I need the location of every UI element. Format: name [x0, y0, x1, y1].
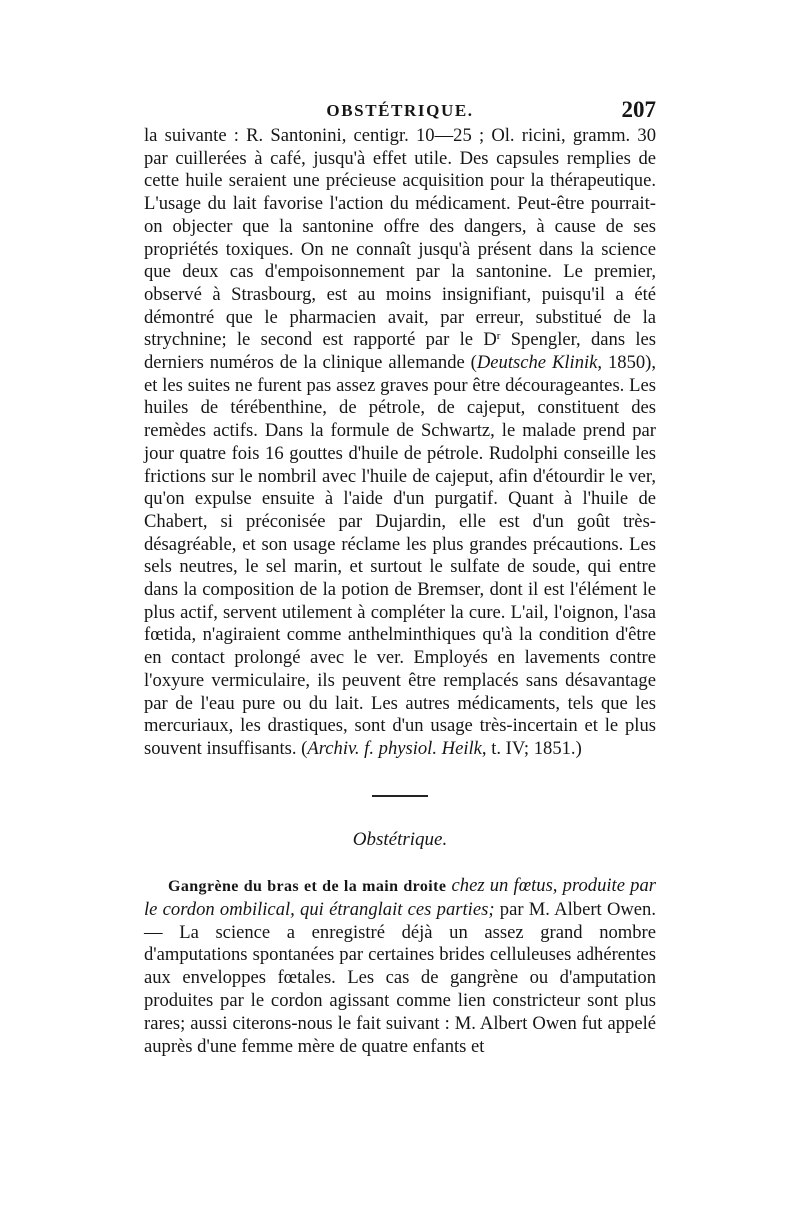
body-text: [144, 125, 656, 761]
text-run: , 1850), et les suites ne furent pas assez graves pour être décourageantes. Les huiles de térébenthine, de pétrole, de cajeput, constituent des remèdes actifs. Dans la formule de Schwartz, le malade prend par jour quatre fois 16 gouttes d'huile de pétrole. Rudolphi conseille les frictions sur le nombril avec l'huile de cajeput, afin d'étourdir le ver, qu'on expulse ensuite à l'aide d'un purgatif. Quant à l'huile de Chabert, si préconisée par Dujardin, elle est d'un goût très-désagréable, et son usage réclame les plus grandes précautions. Les sels neutres, le sel marin, et surtout le sulfate de soude, qui entre dans la composition de la potion de Bremser, dont il est l'élément le plus actif, servent utilement à compléter la cure. L'ail, l'oignon, l'asa fœtida, n'agiraient comme anthelminthiques qu'à la condition d'être en contact prolongé avec le ver. Employés en lavements contre l'oxyure vermiculaire, ils peuvent être remplacés sans désavantage par de l'eau pure ou du lait. Les autres médicaments, tels que les mercuriaux, les drastiques, sont d'un usage très-incertain et le plus souvent insuffisants. (: [144, 352, 656, 759]
section-divider: [372, 795, 428, 797]
text-run: , t. IV; 1851.): [481, 737, 582, 759]
text-run: par M. Albert Owen. — La science a enregistré déjà un assez grand nombre d'amputations spontanées par certaines brides celluleuses adhérentes aux enveloppes fœtales. Les cas de gangrène ou d'amputation produites par le cordon agissant comme lien constricteur sont plus rares; aussi citerons-nous le fait suivant : M. Albert Owen fut appelé auprès d'une femme mère de quatre enfants et: [144, 898, 656, 1057]
section-heading: Obstétrique.: [352, 829, 448, 850]
article: [144, 875, 656, 1058]
article-title-rest: chez un fœtus, produite par le cordon ombilical, qui étranglait ces parties;: [144, 875, 656, 920]
text-run: la suivante : R. Santonini, centigr. 10—25 ; Ol. ricini, gramm. 30 par cuillerées à café, jusqu'à effet utile. Des capsules remplies de cette huile seraient une précieuse acquisition pour la thérapeutique. L'usage du lait favorise l'action du médicament. Peut-être pourrait-on objecter que la santonine offre des dangers, à cause de ses propriétés toxiques. On ne connaît jusqu'à présent dans la science que deux cas d'empoisonnement par la santonine. Le premier, observé à Strasbourg, est au moins insignifiant, puisqu'il a été démontré que le pharmacien avait, par erreur, substitué de la strychnine; le second est rapporté par le D: [144, 125, 656, 351]
paragraph: [144, 875, 656, 1058]
superscript: r: [496, 330, 501, 343]
running-title: OBSTÉTRIQUE.: [326, 101, 474, 120]
journal-title: Deutsche Klinik: [476, 352, 598, 374]
article-title-lead: Gangrène du bras et de la main droite: [168, 878, 447, 895]
running-head: [144, 99, 656, 125]
paragraph: [144, 125, 656, 761]
text-run: Spengler, dans les derniers numéros de la clinique allemande (: [144, 329, 656, 374]
page-number: 207: [621, 97, 656, 122]
journal-title: Archiv. f. physiol. Heilk: [307, 737, 482, 759]
